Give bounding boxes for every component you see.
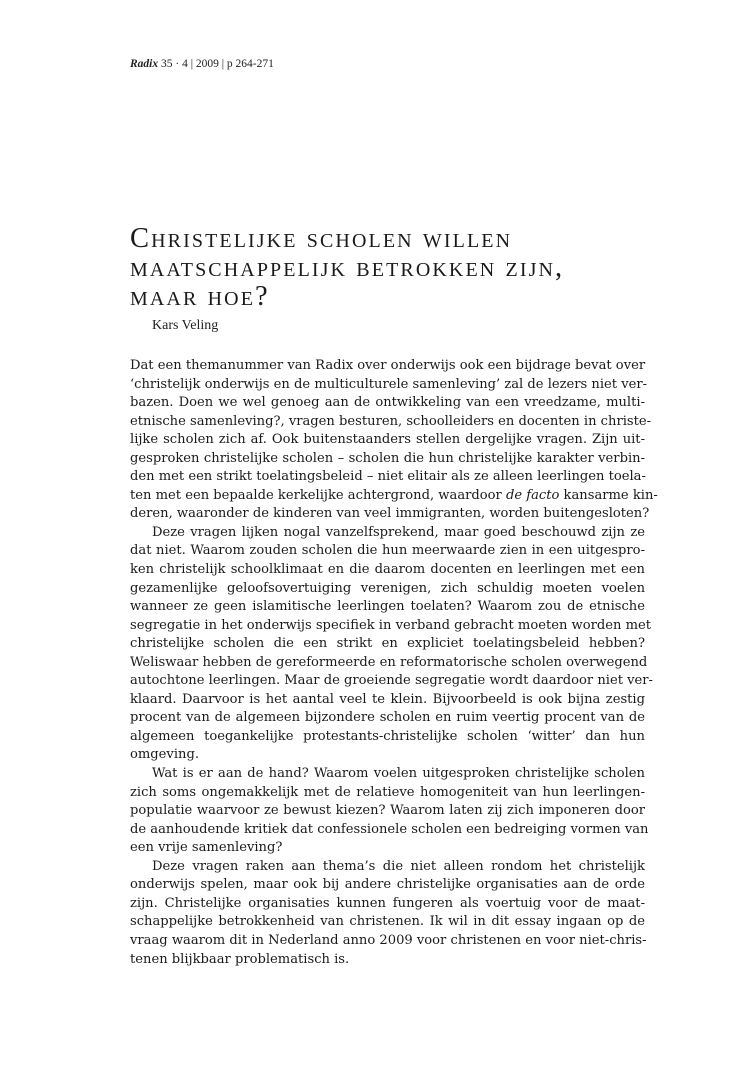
text-line: procent van de algemeen bijzondere scholen en ruim veertig procent van de xyxy=(130,710,645,726)
text-line: ‘christelijk onderwijs en de multiculturele samenleving’ zal de lezers niet ver- xyxy=(130,376,648,392)
text-line: ten met een bepaalde kerkelijke achtergrond, waardoor de facto kansarme kin- xyxy=(130,487,658,503)
text-line: Deze vragen raken aan thema’s die niet alleen rondom het christelijk xyxy=(152,858,645,874)
text-line: segregatie in het onderwijs specifiek in verband gebracht moeten worden met xyxy=(130,617,652,633)
paragraph xyxy=(130,357,658,524)
text-line: onderwijs spelen, maar ook bij andere christelijke organisaties aan de orde xyxy=(130,877,645,893)
article-author: Kars Veling xyxy=(152,318,219,333)
text-line: bazen. Doen we wel genoeg aan de ontwikkeling van een vreedzame, multi- xyxy=(130,395,645,411)
text-line: schappelijke betrokkenheid van christenen. Ik wil in dit essay ingaan op de xyxy=(130,914,645,930)
journal-name: Radix xyxy=(130,58,159,70)
text-line: Wat is er aan de hand? Waarom voelen uitgesproken christelijke scholen xyxy=(152,766,645,782)
title-line: Christelijke scholen willen xyxy=(130,223,513,254)
text-line: lijke scholen zich af. Ook buitenstaanders stellen dergelijke vragen. Zijn uit- xyxy=(130,432,645,448)
paragraph xyxy=(130,765,649,858)
journal-citation: 35 · 4 | 2009 | p 264-271 xyxy=(161,58,274,70)
text-line: etnische samenleving?, vragen besturen, schoolleiders en docenten in christe- xyxy=(130,413,652,429)
text-line: de aanhoudende kritiek dat confessionele scholen een bedreiging vormen van xyxy=(130,821,649,837)
text-line: autochtone leerlingen. Maar de groeiende segregatie wordt daardoor niet ver- xyxy=(130,673,653,689)
text-line: Weliswaar hebben de gereformeerde en reformatorische scholen overwegend xyxy=(130,654,648,670)
text-line: omgeving. xyxy=(130,747,199,763)
text-line: algemeen toegankelijke protestants-christelijke scholen ‘witter’ dan hun xyxy=(130,728,645,744)
title-line: maatschappelijk betrokken zijn, xyxy=(130,252,565,283)
text-line: populatie waarvoor ze bewust kiezen? Waarom laten zij zich imponeren door xyxy=(130,803,645,819)
article-body xyxy=(130,357,658,969)
text-line: ken christelijk schoolklimaat en die daarom docenten en leerlingen met een xyxy=(130,562,645,578)
text-line: zich soms ongemakkelijk met de relatieve homogeniteit van hun leerlingen- xyxy=(130,784,645,800)
text-line: Deze vragen lijken nogal vanzelfsprekend, maar goed beschouwd zijn ze xyxy=(152,524,645,540)
paragraph xyxy=(130,524,653,765)
text-line: zijn. Christelijke organisaties kunnen fungeren als voertuig voor de maat- xyxy=(130,895,645,911)
text-line: een vrije samenleving? xyxy=(130,840,283,856)
title-line: maar hoe? xyxy=(130,281,270,312)
text-line: wanneer ze geen islamitische leerlingen toelaten? Waarom zou de etnische xyxy=(130,599,645,615)
text-line: tenen blijkbaar problematisch is. xyxy=(130,951,350,967)
text-line: Dat een themanummer van Radix over onderwijs ook een bijdrage bevat over xyxy=(130,358,646,373)
running-header xyxy=(130,58,274,70)
text-line: christelijke scholen die een strikt en expliciet toelatingsbeleid hebben? xyxy=(130,636,645,652)
text-line: klaard. Daarvoor is het aantal veel te klein. Bijvoorbeeld is ook bijna zestig xyxy=(130,691,645,707)
paragraph xyxy=(130,858,645,969)
text-line: gesproken christelijke scholen – scholen die hun christelijke karakter verbin- xyxy=(130,450,645,466)
text-line: vraag waarom dit in Nederland anno 2009 voor christenen en voor niet-chris- xyxy=(130,932,647,948)
text-line: gezamenlijke geloofsovertuiging verenigen, zich schuldig moeten voelen xyxy=(130,580,645,596)
text-line: dat niet. Waarom zouden scholen die hun meerwaarde zien in een uitgespro- xyxy=(130,543,645,559)
text-line: den met een strikt toelatingsbeleid – niet elitair als ze alleen leerlingen toela- xyxy=(130,469,646,485)
text-line: deren, waaronder de kinderen van veel immigranten, worden buitengesloten? xyxy=(130,506,650,522)
article-title xyxy=(130,224,650,311)
